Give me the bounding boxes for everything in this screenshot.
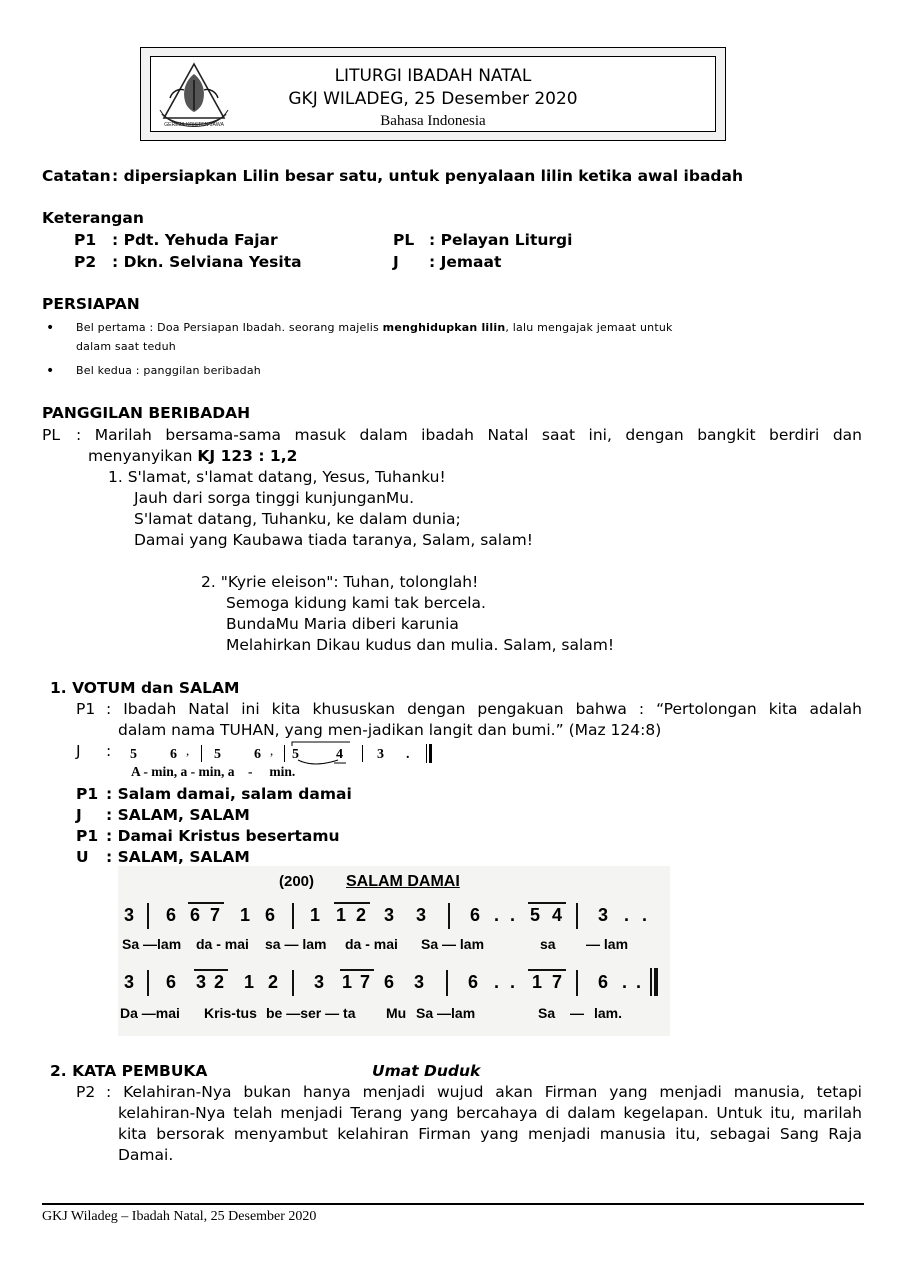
final-bar-thick: [654, 968, 658, 996]
keterangan-text-pl: : Pelayan Liturgi: [429, 231, 573, 249]
response-code: J: [76, 806, 82, 824]
score-note: 1: [336, 905, 347, 925]
amin-note: 5: [130, 747, 137, 762]
score-note: 3: [314, 972, 325, 992]
score-note: 7: [210, 905, 221, 925]
beam: [528, 969, 566, 971]
response-text: : Salam damai, salam damai: [106, 785, 352, 803]
catatan-label: Catatan: [42, 167, 111, 185]
final-bar-thin: [426, 744, 427, 763]
votum-j-colon: :: [106, 742, 112, 760]
score-number: (200): [279, 873, 315, 890]
amin-note: .: [406, 747, 410, 762]
verse-1-line-3: S'lamat datang, Tuhanku, ke dalam dunia;: [134, 510, 461, 528]
verse-1-line-1: 1. S'lamat, s'lamat datang, Yesus, Tuhanku!: [108, 468, 446, 486]
keterangan-text-p2: : Dkn. Selviana Yesita: [112, 253, 302, 271]
votum-heading: 1. VOTUM dan SALAM: [50, 679, 240, 697]
keterangan-text-p1: : Pdt. Yehuda Fajar: [112, 231, 278, 249]
breath-mark: ,: [186, 743, 190, 758]
keterangan-text-j: : Jemaat: [429, 253, 502, 271]
score-note: 6: [384, 972, 395, 992]
amin-lyrics: A - min, a - min, a - min.: [131, 764, 296, 779]
score-note: 2: [214, 972, 225, 992]
beam: [528, 902, 566, 904]
score-note: .: [494, 972, 500, 992]
bar-line: [147, 970, 149, 996]
amin-note: 6: [170, 747, 177, 762]
response-code: P1: [76, 827, 99, 845]
score-note: 3: [416, 905, 427, 925]
header-title-1: LITURGI IBADAH NATAL: [334, 66, 532, 86]
kata-pembuka-p2: P2: [76, 1083, 96, 1101]
score-note: 5: [530, 905, 541, 925]
score-note: .: [636, 972, 642, 992]
score-note: 3: [196, 972, 207, 992]
keterangan-heading: Keterangan: [42, 209, 144, 227]
beam: [188, 902, 224, 904]
footer-text: GKJ Wiladeg – Ibadah Natal, 25 Desember 2020: [42, 1209, 317, 1224]
keterangan-code-p1: P1: [74, 231, 97, 249]
score-note: 1: [244, 972, 255, 992]
votum-p1-code: P1: [76, 700, 96, 718]
panggilan-pl: PL: [42, 426, 60, 444]
persiapan-heading: PERSIAPAN: [42, 295, 140, 313]
verse-2-line-1: 2. "Kyrie eleison": Tuhan, tolonglah!: [201, 573, 479, 591]
score-lyric: —: [570, 1005, 584, 1021]
persiapan-bullet-1-cont: dalam saat teduh: [76, 340, 176, 353]
score-lyric: be —ser — ta: [266, 1005, 356, 1021]
amin-note: 6: [254, 747, 261, 762]
score-note: 6: [265, 905, 276, 925]
score-note: 3: [414, 972, 425, 992]
final-bar-thick: [429, 744, 432, 763]
score-lyric: da - mai: [196, 936, 249, 952]
keterangan-code-p2: P2: [74, 253, 97, 271]
bar-line: [446, 970, 448, 996]
bar-line: [362, 745, 363, 762]
panggilan-heading: PANGGILAN BERIBADAH: [42, 404, 251, 422]
score-lyric: Mu: [386, 1005, 407, 1021]
header-subtitle: Bahasa Indonesia: [380, 113, 486, 129]
verse-2-line-3: BundaMu Maria diberi karunia: [226, 615, 459, 633]
breath-mark: ,: [270, 743, 274, 758]
score-note: 3: [124, 972, 135, 992]
score-lyric: sa: [540, 936, 556, 952]
score-lyric: Sa: [538, 1005, 556, 1021]
score-note: 2: [268, 972, 279, 992]
score-lyric: Kris-tus: [204, 1005, 257, 1021]
panggilan-line-1: : Marilah bersama-sama masuk dalam ibadah Natal saat ini, dengan bangkit berdiri dan: [76, 426, 862, 444]
score-note: .: [510, 972, 516, 992]
votum-p1-line-2: dalam nama TUHAN, yang men-jadikan langit dan bumi.” (Maz 124:8): [118, 721, 662, 739]
beam: [340, 969, 374, 971]
response-text: : SALAM, SALAM: [106, 806, 250, 824]
keterangan-code-pl: PL: [393, 231, 415, 249]
persiapan-bullet-2: Bel kedua : panggilan beribadah: [76, 364, 261, 377]
score-note: 6: [468, 972, 479, 992]
verse-1-line-4: Damai yang Kaubawa tiada taranya, Salam, salam!: [134, 531, 533, 549]
bullet-icon: •: [46, 363, 55, 379]
kata-pembuka-text: : Kelahiran-Nya bukan hanya menjadi wujud akan Firman yang menjadi manusia, tetapi kelahiran-Nya telah menjadi Terang yang bercahaya di dalam kegelapan. Untuk itu, marilah kita bersorak menyambut kelahiran Firman yang menjadi manusia itu, sebagai Sang Raja Damai.: [106, 1083, 862, 1164]
votum-j-code: J: [76, 742, 81, 760]
score-note: 7: [360, 972, 371, 992]
bullet-icon: •: [46, 320, 55, 336]
bar-line: [292, 970, 294, 996]
score-note: 7: [552, 972, 563, 992]
verse-2-line-2: Semoga kidung kami tak bercela.: [226, 594, 486, 612]
amin-note: 5: [214, 747, 221, 762]
logo-text: GEREJA KRISTEN JAWA: [164, 122, 224, 128]
score-lyric: Da —mai: [120, 1005, 180, 1021]
score-note: 6: [470, 905, 481, 925]
score-note: 3: [384, 905, 395, 925]
bar-line: [284, 745, 285, 762]
score-lyric: Sa — lam: [421, 936, 485, 952]
score-note: 1: [342, 972, 353, 992]
beam: [194, 969, 228, 971]
bar-line: [448, 903, 450, 929]
score-note: .: [494, 905, 500, 925]
verse-2-line-4: Melahirkan Dikau kudus dan mulia. Salam, salam!: [226, 636, 615, 654]
bar-line: [576, 903, 578, 929]
beam: [334, 902, 370, 904]
score-note: 1: [532, 972, 543, 992]
score-note: .: [642, 905, 648, 925]
amin-note: 5: [292, 747, 299, 762]
response-text: : SALAM, SALAM: [106, 848, 250, 866]
score-note: .: [624, 905, 630, 925]
score-note: .: [622, 972, 628, 992]
keterangan-code-j: J: [393, 253, 399, 271]
panggilan-line-2: menyanyikan KJ 123 : 1,2: [88, 447, 298, 465]
bar-line: [576, 970, 578, 996]
score-note: 4: [552, 905, 563, 925]
response-code: P1: [76, 785, 99, 803]
score-lyric: da - mai: [345, 936, 398, 952]
bar-line: [147, 903, 149, 929]
score-note: 6: [166, 905, 177, 925]
header-title-2: GKJ WILADEG, 25 Desember 2020: [288, 89, 578, 109]
score-note: 3: [124, 905, 135, 925]
response-text: : Damai Kristus besertamu: [106, 827, 340, 845]
score-note: .: [510, 905, 516, 925]
catatan-text: : dipersiapkan Lilin besar satu, untuk penyalaan lilin ketika awal ibadah: [112, 167, 744, 185]
kata-pembuka-heading: 2. KATA PEMBUKA: [50, 1062, 208, 1080]
persiapan-bullet-1: Bel pertama : Doa Persiapan Ibadah. seorang majelis menghidupkan lilin, lalu mengajak jemaat untuk: [76, 321, 673, 334]
response-code: U: [76, 848, 89, 866]
bar-line: [292, 903, 294, 929]
amin-note: 3: [377, 747, 384, 762]
footer-divider: [42, 1203, 864, 1205]
score-note: 6: [190, 905, 201, 925]
score-note: 2: [356, 905, 367, 925]
amin-note: 4: [336, 747, 343, 762]
score-lyric: Sa —lam: [416, 1005, 476, 1021]
umat-duduk-note: Umat Duduk: [372, 1062, 481, 1080]
score-note: 1: [310, 905, 321, 925]
score-lyric: lam.: [594, 1005, 623, 1021]
score-lyric: sa — lam: [265, 936, 327, 952]
score-note: 6: [598, 972, 609, 992]
final-bar-thin: [650, 968, 652, 996]
score-note: 6: [166, 972, 177, 992]
bar-line: [201, 745, 202, 762]
score-lyric: Sa —lam: [122, 936, 182, 952]
slur-mark: [290, 740, 354, 766]
score-lyric: — lam: [586, 936, 629, 952]
score-note: 3: [598, 905, 609, 925]
votum-p1-line-1: : Ibadah Natal ini kita khususkan dengan pengakuan bahwa : “Pertolongan kita adalah: [106, 700, 862, 718]
score-title: SALAM DAMAI: [346, 873, 460, 890]
score-note: 1: [240, 905, 251, 925]
verse-1-line-2: Jauh dari sorga tinggi kunjunganMu.: [134, 489, 415, 507]
